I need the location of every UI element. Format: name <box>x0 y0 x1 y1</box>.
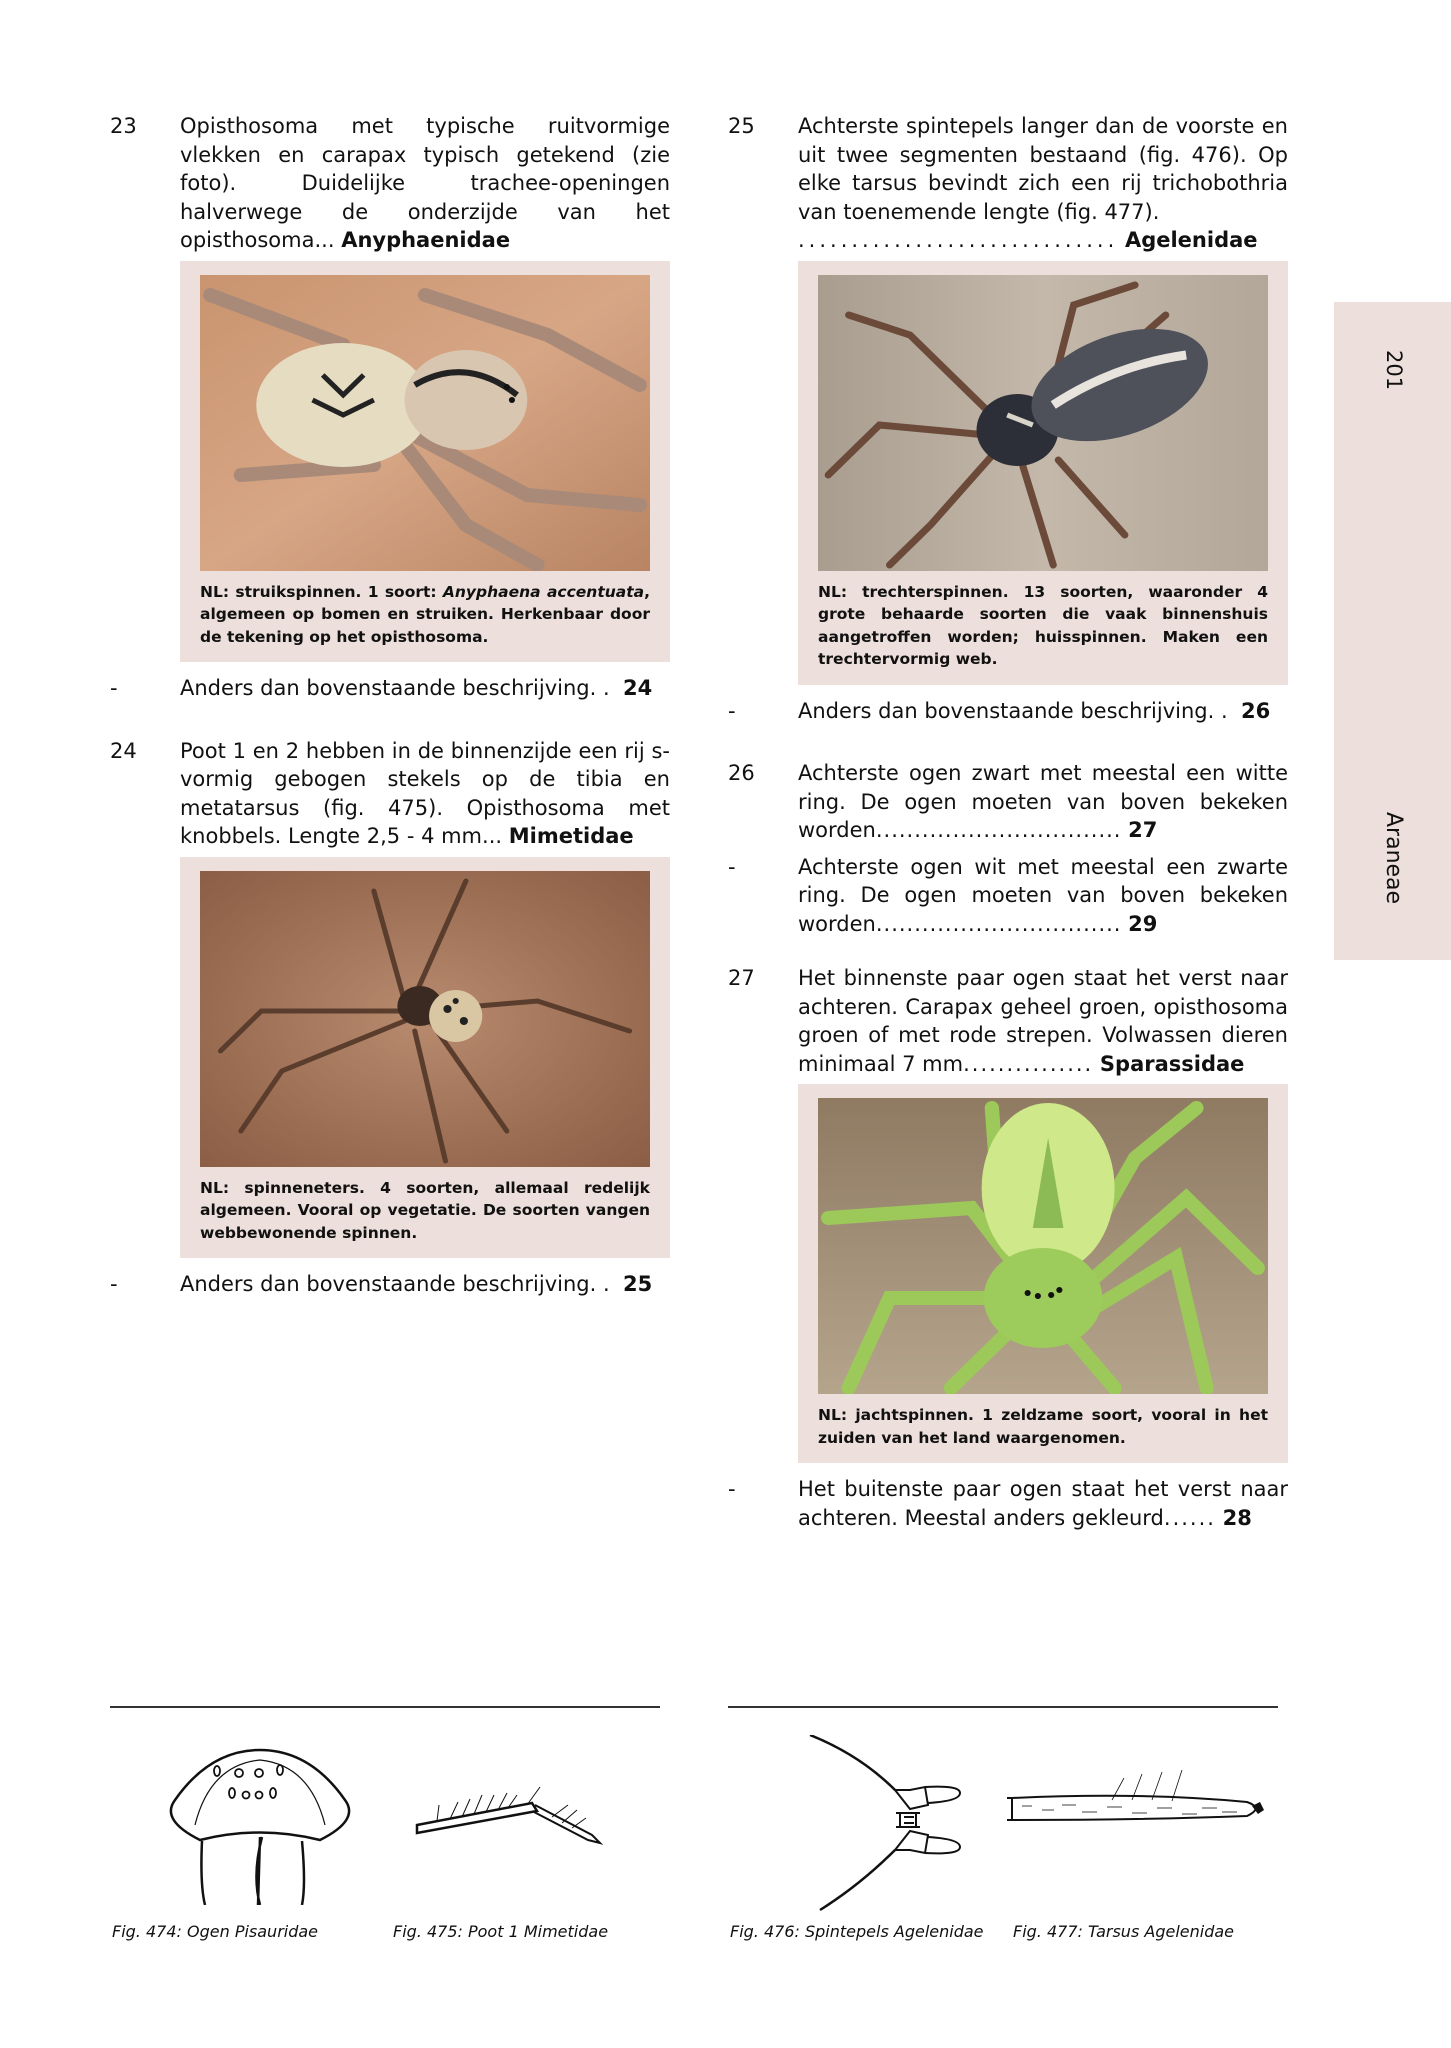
figure-caption: NL: jachtspinnen. 1 zeldzame soort, vooral in het zuiden van het land waargenomen. <box>818 1406 1268 1447</box>
divider-right <box>728 1706 1278 1708</box>
leader-dots: .............................. <box>798 228 1119 252</box>
left-column <box>110 112 670 1299</box>
photo-mimetidae <box>200 871 650 1167</box>
entry-dash: - <box>110 1272 118 1296</box>
entry-result: Anyphaenidae <box>341 228 511 252</box>
divider-left <box>110 1706 660 1708</box>
key-entry-27: 27 Het binnenste paar ogen staat het verst naar achteren. Carapax geheel groen, opisthosoma groen of met rode strepen. Volwassen dieren minimaal 7 mm............... Sparassidae <box>728 966 1288 1076</box>
entry-result: Agelenidae <box>1124 228 1258 252</box>
key-entry-alt-25: - Anders dan bovenstaande beschrijving. . 25 <box>110 1270 670 1299</box>
figure-box-anyphaenidae <box>180 261 670 663</box>
spider-photo-icon <box>818 1098 1268 1394</box>
figure-label-475: Fig. 475: Poot 1 Mimetidae <box>393 1922 609 1941</box>
entry-dash: - <box>728 698 736 723</box>
leg-mimetidae-drawing-icon <box>412 1775 642 1855</box>
spinnerets-agelenidae-drawing-icon <box>800 1735 1000 1915</box>
photo-sparassidae <box>818 1098 1268 1394</box>
entry-number: 27 <box>728 966 755 990</box>
tarsus-agelenidae-drawing-icon <box>1002 1770 1282 1840</box>
spider-photo-icon <box>818 275 1268 571</box>
entry-result: 29 <box>1128 911 1158 936</box>
page-number: 201 <box>1382 350 1406 391</box>
key-entry-24: 24 Poot 1 en 2 hebben in de binnenzijde een rij s-vormig gebogen stekels op de tibia en metatarsus (fig. 475). Opisthosoma met knobbels. Lengte 2,5 - 4 mm... Mimetidae <box>110 738 670 848</box>
key-entry-alt-24: - Anders dan bovenstaande beschrijving. . 24 <box>110 674 670 703</box>
leader-dots: ... <box>314 228 335 252</box>
key-entry-23 <box>110 112 670 255</box>
entry-dash: - <box>728 854 736 879</box>
entry-number: 24 <box>110 738 137 763</box>
figure-label-476: Fig. 476: Spintepels Agelenidae <box>730 1922 984 1941</box>
entry-number: 26 <box>728 761 755 785</box>
key-entry-alt-26: - Anders dan bovenstaande beschrijving. . 26 <box>728 697 1288 726</box>
species-name: Anyphaena accentuata <box>442 582 645 601</box>
spider-photo-icon <box>200 275 650 571</box>
figure-label-474: Fig. 474: Ogen Pisauridae <box>112 1922 319 1941</box>
eyes-pisauridae-drawing-icon <box>160 1745 360 1905</box>
figure-box-mimetidae <box>180 857 670 1259</box>
figure-caption: NL: spinneneters. 4 soorten, allemaal redelijk algemeen. Vooral op vegetatie. De soorten vangen webbewonende spinnen. <box>200 1178 650 1242</box>
spider-photo-icon <box>200 871 650 1167</box>
figure-box-sparassidae <box>798 1084 1288 1463</box>
entry-result: Mimetidae <box>508 824 634 848</box>
key-entry-26: 26 Achterste ogen zwart met meestal een witte ring. De ogen moeten van boven bekeken worden................................ 27 <box>728 761 1288 842</box>
entry-result: 24 <box>622 676 653 700</box>
entry-dash: - <box>110 676 118 700</box>
right-column <box>728 112 1288 1532</box>
section-side-tab <box>1334 302 1451 960</box>
figure-box-agelenidae <box>798 261 1288 685</box>
entry-result: 28 <box>1222 1505 1252 1530</box>
entry-result: Sparassidae <box>1099 1051 1245 1076</box>
entry-result: 27 <box>1128 818 1158 842</box>
key-entry-alt-28: - Het buitenste paar ogen staat het verst naar achteren. Meestal anders gekleurd...... 28 <box>728 1477 1288 1530</box>
entry-number: 25 <box>728 114 755 138</box>
photo-anyphaenidae <box>200 275 650 571</box>
key-entry-alt-29: - Achterste ogen wit met meestal een zwarte ring. De ogen moeten van boven bekeken worden................................ 29 <box>728 854 1288 936</box>
entry-text: Opisthosoma met typische ruitvormige vlekken en carapax typisch getekend (zie foto). Duidelijke trachee-openingen halverwege de onderzijde van het opisthosoma <box>180 114 670 252</box>
figure-caption: NL: trechterspinnen. 13 soorten, waaronder 4 grote behaarde soorten die vaak binnenshuis aangetroffen worden; huisspinnen. Maken een trechtervormig web. <box>818 582 1268 668</box>
section-title: Araneae <box>1381 812 1406 905</box>
entry-dash: - <box>728 1477 736 1501</box>
key-entry-25: 25 Achterste spintepels langer dan de voorste en uit twee segmenten bestaand (fig. 476). Op elke tarsus bevindt zich een rij trichobothria van toenemende lengte (fig. 477). .............................. Agelenidae <box>728 114 1288 252</box>
figure-label-477: Fig. 477: Tarsus Agelenidae <box>1013 1922 1234 1941</box>
entry-number: 23 <box>110 114 137 138</box>
photo-agelenidae <box>818 275 1268 571</box>
entry-result: 26 <box>1240 698 1271 723</box>
entry-result: 25 <box>622 1272 653 1296</box>
figure-caption: NL: struikspinnen. 1 soort: Anyphaena accentuata, algemeen op bomen en struiken. Herkenbaar door de tekening op het opisthosoma. <box>200 582 650 646</box>
